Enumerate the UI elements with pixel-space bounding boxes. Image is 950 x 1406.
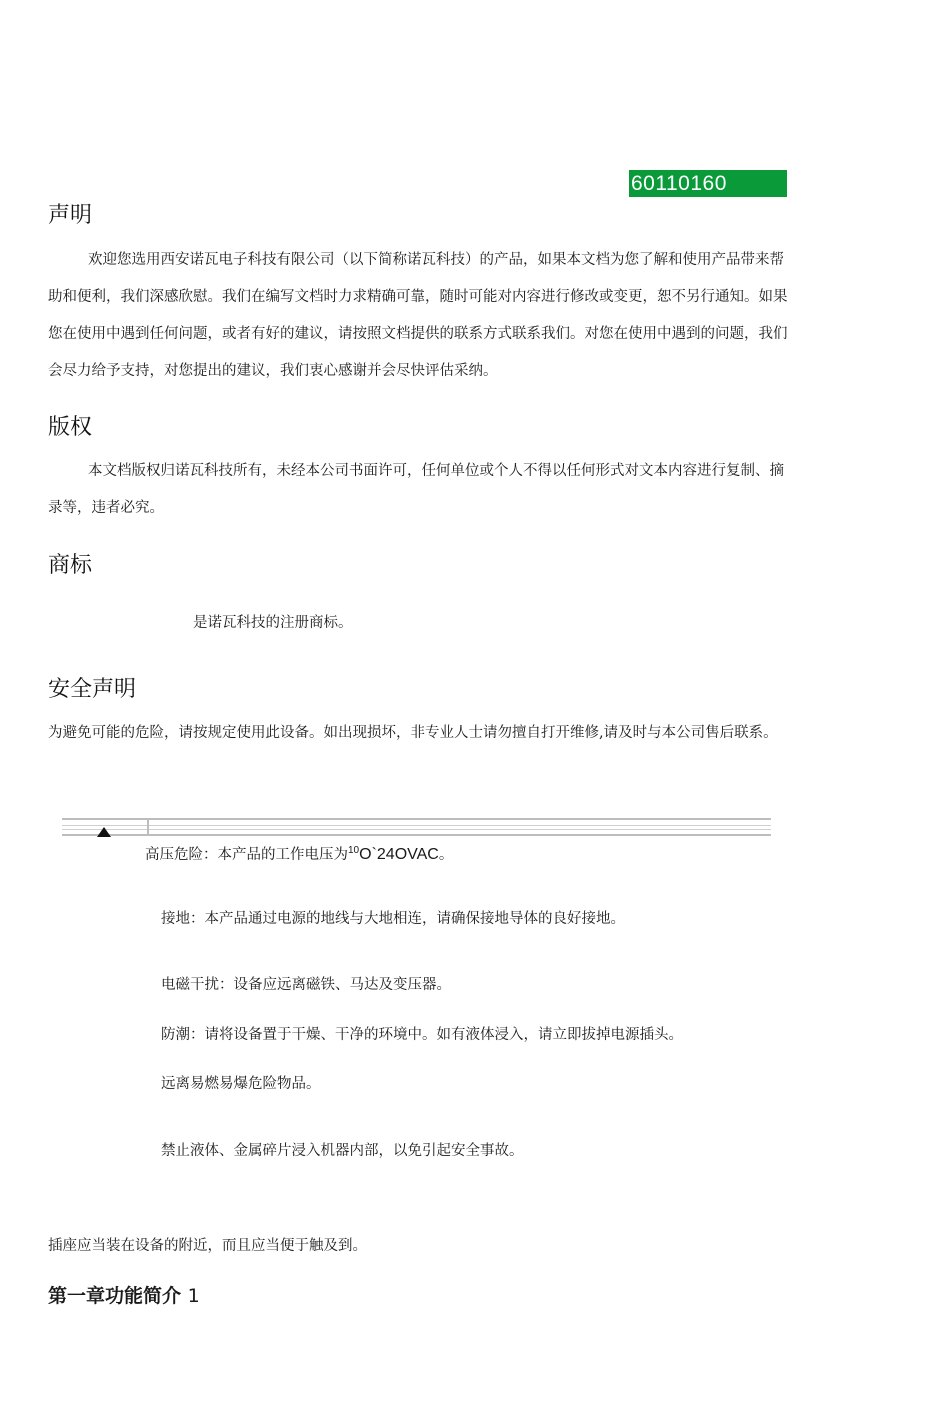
safety-item: 禁止液体、金属碎片浸入机器内部，以免引起安全事故。 — [161, 1143, 524, 1159]
chapter-label: 第一章功能简介 — [48, 1285, 182, 1307]
copyright-body: 本文档版权归诺瓦科技所有，未经本公司书面许可，任何单位或个人不得以任何形式对文本内容进行复制、摘录等，违者必究。 — [48, 463, 784, 516]
safety-item: 电磁干扰：设备应远离磁铁、马达及变压器。 — [161, 977, 451, 993]
safety-heading: 安全声明 — [48, 677, 137, 702]
copyright-heading: 版权 — [48, 415, 93, 440]
warning-bar — [62, 818, 771, 836]
trademark-heading: 商标 — [48, 553, 93, 578]
declaration-body: 欢迎您选用西安诺瓦电子科技有限公司（以下简称诺瓦科技）的产品，如果本文档为您了解和使用产品带来帮助和便利，我们深感欣慰。我们在编写文档时力求精确可靠，随时可能对内容进行修改或变更，恕不另行通知。如果您在使用中遇到任何问题，或者有好的建议，请按照文档提供的联系方式联系我们。对您在使用中遇到的问题，我们会尽力给予支持，对您提出的建议，我们衷心感谢并会尽快评估采纳。 — [48, 252, 788, 379]
socket-note: 插座应当装在设备的附近，而且应当便于触及到。 — [48, 1238, 367, 1254]
safety-item: 接地：本产品通过电源的地线与大地相连，请确保接地导体的良好接地。 — [161, 911, 625, 927]
safety-intro: 为避免可能的危险，请按规定使用此设备。如出现损坏，非专业人士请勿擅自打开维修,请及时与本公司售后联系。 — [48, 725, 778, 741]
high-voltage-warning — [145, 843, 453, 864]
safety-item: 防潮：请将设备置于干燥、干净的环境中。如有液体浸入，请立即拔掉电源插头。 — [161, 1027, 683, 1043]
safety-item: 远离易燃易爆危险物品。 — [161, 1076, 321, 1092]
declaration-heading: 声明 — [48, 203, 93, 228]
high-voltage-end: 。 — [438, 847, 454, 863]
high-voltage-label: 高压危险：本产品的工作电压为 — [145, 847, 348, 863]
high-voltage-sup: 10 — [348, 845, 360, 856]
chapter-title — [48, 1281, 200, 1308]
high-voltage-value: O`24OVAC — [359, 846, 439, 863]
document-code-badge: 60110160 — [629, 170, 787, 197]
chapter-page-number: 1 — [187, 1285, 200, 1307]
trademark-body: 是诺瓦科技的注册商标。 — [193, 615, 353, 631]
warning-triangle-icon — [97, 827, 111, 837]
